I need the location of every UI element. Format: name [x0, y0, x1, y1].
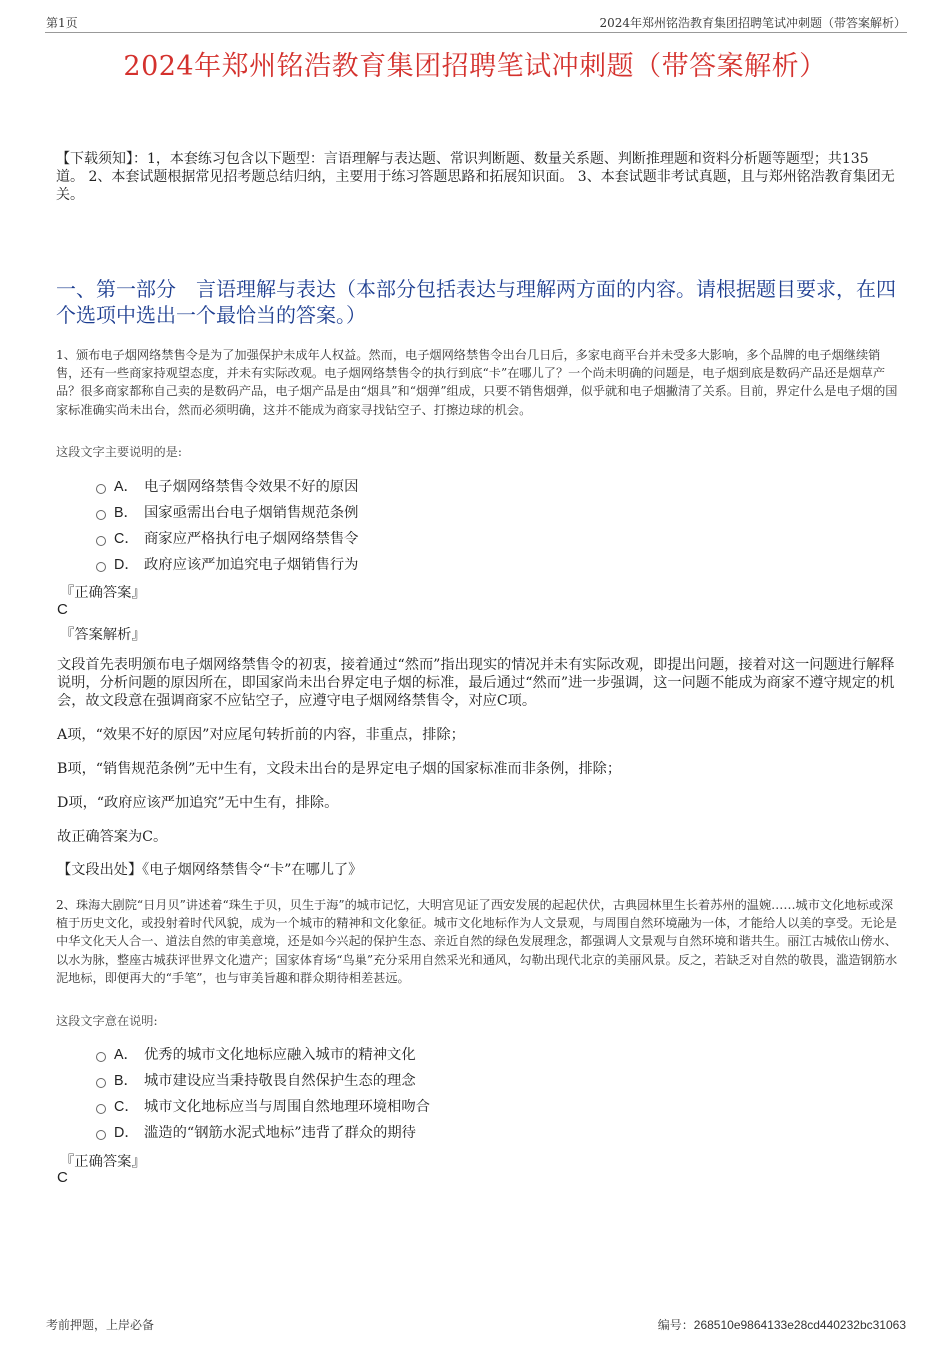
analysis-paragraph: 文段首先表明颁布电子烟网络禁售令的初衷，接着通过“然而”指出现实的情况并未有实际改观，即提出问题，接着对这一问题进行解释说明，分析问题的原因所在，即国家尚未出台界定电子烟的标准，最后通过“然而”进一步强调，这一问题不能成为商家不遵守规定的机会，故文段意在强调商家不应钻空子，应遵守电子烟网络禁售令，对应C项。: [57, 657, 895, 709]
correct-answer-label: 『正确答案』: [60, 1154, 146, 1170]
question-2-options: [96, 1041, 430, 1145]
radio-icon[interactable]: [96, 1104, 106, 1114]
correct-answer-label: 『正确答案』: [60, 585, 146, 601]
correct-answer: C: [57, 1169, 68, 1186]
radio-icon[interactable]: [96, 1078, 106, 1088]
question-1-options: [96, 473, 358, 577]
analysis-option-d: D项，“政府应该严加追究”无中生有，排除。: [57, 795, 339, 811]
footer-code-value: 268510e9864133e28cd440232bc31063: [693, 1318, 906, 1332]
option-c[interactable]: C． 商家应严格执行电子烟网络禁售令: [96, 525, 358, 551]
analysis-conclusion: 故正确答案为C。: [57, 829, 168, 845]
radio-icon[interactable]: [96, 510, 106, 520]
option-b[interactable]: B． 国家亟需出台电子烟销售规范条例: [96, 499, 358, 525]
question-2-prompt: 这段文字意在说明:: [56, 1014, 158, 1028]
analysis-label: 『答案解析』: [60, 627, 146, 643]
correct-answer: C: [57, 601, 68, 618]
document-title: 2024年郑州铭浩教育集团招聘笔试冲刺题（带答案解析）: [123, 51, 827, 82]
analysis-option-b: B项，“销售规范条例”无中生有，文段未出台的是界定电子烟的国家标准而非条例，排除；: [57, 761, 622, 777]
option-b[interactable]: B． 城市建设应当秉持敬畏自然保护生态的理念: [96, 1067, 430, 1093]
section-heading: 一、第一部分 言语理解与表达（本部分包括表达与理解两方面的内容。请根据题目要求，在四个选项中选出一个最恰当的答案。）: [56, 277, 896, 327]
radio-icon[interactable]: [96, 484, 106, 494]
download-notice: 【下载须知】：1，本套练习包含以下题型：言语理解与表达题、常识判断题、数量关系题、判断推理题和资料分析题等题型；共135道。 2、本套试题根据常见招考题总结归纳，主要用于练习答题思路和拓展知识面。 3、本套试题非考试真题，且与郑州铭浩教育集团无关。: [56, 151, 895, 203]
radio-icon[interactable]: [96, 1052, 106, 1062]
footer-slogan: 考前押题，上岸必备: [46, 1318, 155, 1332]
running-title: 2024年郑州铭浩教育集团招聘笔试冲刺题（带答案解析）: [599, 16, 906, 30]
analysis-source: 【文段出处】《电子烟网络禁售令“卡”在哪儿了》: [57, 862, 363, 878]
question-1-stem: 1、颁布电子烟网络禁售令是为了加强保护未成年人权益。然而，电子烟网络禁售令出台几日后，多家电商平台并未受多大影响，多个品牌的电子烟继续销售，还有一些商家持观望态度，并未有实际改观。电子烟网络禁售令的执行到底“卡”在哪儿了？一个尚未明确的问题是，电子烟到底是数码产品还是烟草产品？很多商家都称自己卖的是数码产品，电子烟产品是由“烟具”和“烟弹”组成，只要不销售烟弹，似乎就和电子烟撇清了关系。目前，界定什么是电子烟的国家标准确实尚未出台，然而必须明确，这并不能成为商家寻找钻空子、打擦边球的机会。: [56, 348, 898, 417]
header-divider: [45, 32, 907, 33]
question-1-prompt: 这段文字主要说明的是:: [56, 445, 182, 459]
radio-icon[interactable]: [96, 536, 106, 546]
analysis-option-a: A项，“效果不好的原因”对应尾句转折前的内容，非重点，排除；: [57, 727, 465, 743]
option-d[interactable]: D． 政府应该严加追究电子烟销售行为: [96, 551, 358, 577]
page-number: 第1页: [46, 16, 78, 30]
option-a[interactable]: A． 优秀的城市文化地标应融入城市的精神文化: [96, 1041, 430, 1067]
option-d[interactable]: D． 滥造的“钢筋水泥式地标”违背了群众的期待: [96, 1119, 430, 1145]
radio-icon[interactable]: [96, 562, 106, 572]
question-2-stem: 2、珠海大剧院“日月贝”讲述着“珠生于贝，贝生于海”的城市记忆，大明宫见证了西安发展的起起伏伏，古典园林里生长着苏州的温婉……城市文化地标或深植于历史文化，或投射着时代风貌，成为一个城市的精神和文化象征。城市文化地标作为人文景观，与周围自然环境融为一体，才能给人以美的享受。无论是中华文化天人合一、道法自然的审美意境，还是如今兴起的保护生态、亲近自然的绿色发展理念，都强调人文景观与自然环境和谐共生。丽江古城依山傍水、以水为脉，整座古城获评世界文化遗产；国家体育场“鸟巢”充分采用自然采光和通风，勾勒出现代北京的美丽风景。反之，若缺乏对自然的敬畏，滥造钢筋水泥地标，即便再大的“手笔”，也与审美旨趣和群众期待相差甚远。: [56, 898, 898, 985]
option-a[interactable]: A． 电子烟网络禁售令效果不好的原因: [96, 473, 358, 499]
radio-icon[interactable]: [96, 1130, 106, 1140]
footer-code: [658, 1316, 906, 1333]
footer-code-label: 编号：: [657, 1318, 694, 1332]
option-c[interactable]: C． 城市文化地标应当与周围自然地理环境相吻合: [96, 1093, 430, 1119]
